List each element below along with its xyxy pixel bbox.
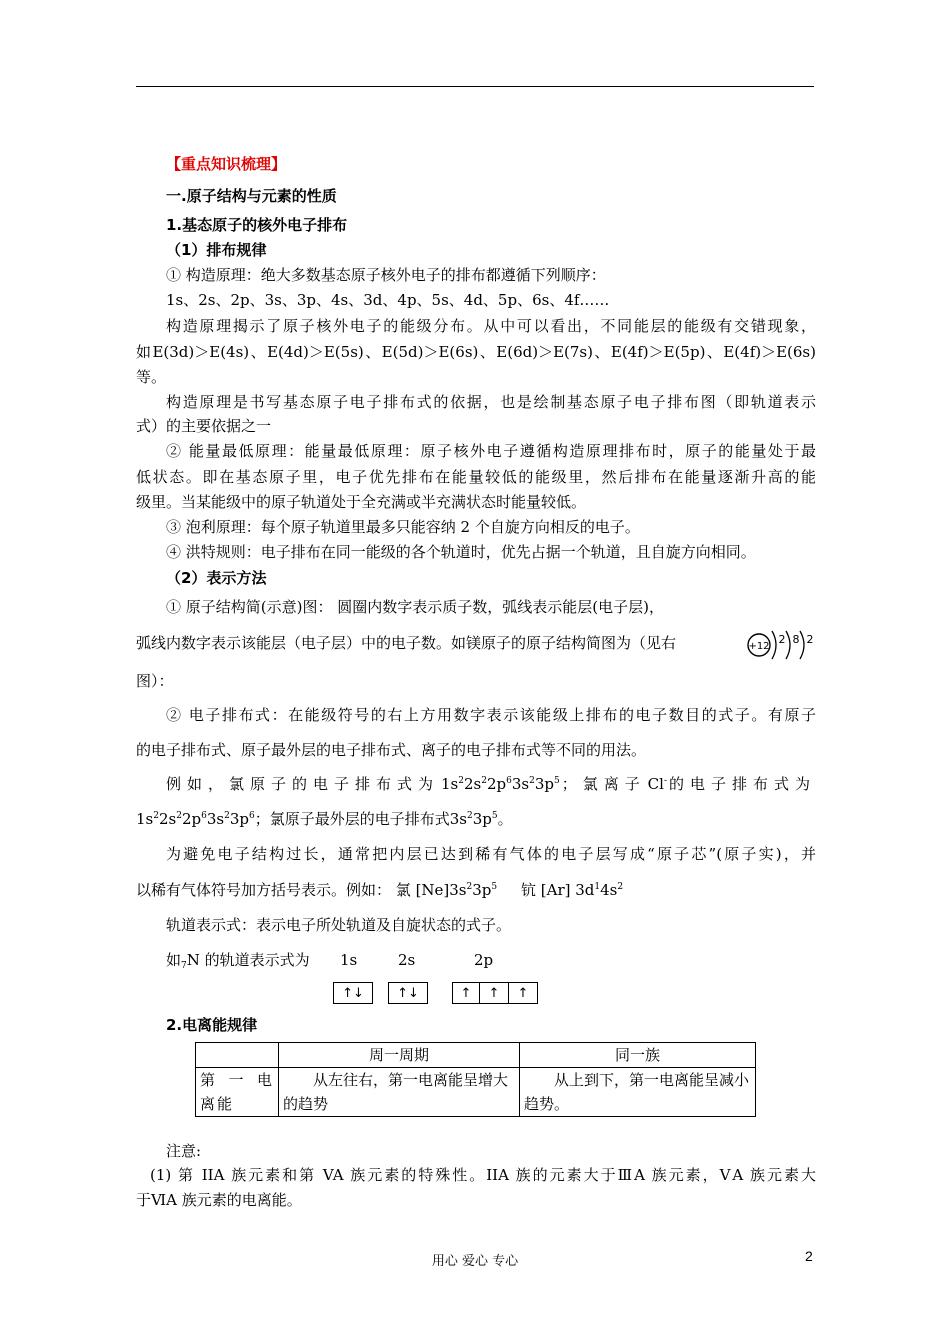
formula-exponent: 2 [466,882,473,892]
aufbau-reveal-line-2: 如E(3d)＞E(4s)、E(4d)＞E(5s)、E(5d)＞E(6s)、E(6d)＞E(7s)、E(4f)＞E(5p)、E(4f)＞E(6s) [136,343,816,361]
formula-term: 2p [486,775,507,793]
scandium-core-formula [541,881,623,899]
note-label: 注意: [166,1142,202,1160]
chloride-ion-symbol: Cl- [647,775,667,793]
formula-exponent: 5 [491,811,498,821]
formula-term: 2s [158,810,177,828]
shell-count-1: 2 [778,633,786,646]
atomic-core-line-2: 以稀有气体符号加方括号表示。例如： 氯 $[Ne]3s^23p^5$ 钪 [Ar] $3d^14s^2$ [136,881,624,899]
shell-count-3: 2 [806,633,814,646]
orbital-label-2s: 2s [398,951,416,969]
orbital-cell: ↑ [479,983,508,1003]
table-row [196,1043,756,1068]
formula-exponent: 6 [201,811,207,821]
aufbau-basis-line-1: 构造原理是书写基态原子电子排布式的依据，也是绘制基态原子电子排布图（即轨道表示 [166,393,816,411]
chlorine-example-line-2: $1s^22s^22p^63s^23p^6$；氯原子最外层的电子排布式$3s^23p^5$。 [136,810,513,828]
orbital-box-2p [452,982,538,1004]
formula-exponent: 2 [529,776,535,786]
formula-exponent: 6 [249,811,255,821]
shell-arc-2 [786,631,790,659]
orbital-box-1s [333,982,373,1004]
chlorine-atom-formula [441,774,560,794]
table-cell-period: 从左往右，第一电离能呈增大的趋势 [279,1068,520,1117]
structure-diagram-line-1: ① 原子结构简(示意)图： 圆圈内数字表示质子数，弧线表示能层(电子层)， [166,598,664,616]
config-formula-line-1: ② 电子排布式：在能级符号的右上方用数字表示该能级上排布的电子数目的式子。有原子 [166,706,816,724]
heading-atomic-structure: 一.原子结构与元素的性质 [166,187,337,205]
heading-ionization-energy: 2.电离能规律 [166,1016,258,1034]
formula-exponent: 2 [481,776,487,786]
section-title: 【重点知识梳理】 [166,155,287,173]
magnesium-structure-diagram [745,626,817,666]
chloride-ion-formula [136,810,255,828]
config-formula-line-2: 的电子排布式、原子最外层的电子排布式、离子的电子排布式等不同的用法。 [136,741,647,759]
heading-arrangement-rules: （1）排布规律 [166,241,267,259]
formula-term: [Ar] 3d [540,881,595,899]
formula-term: 1s [440,775,459,793]
ionization-energy-table [195,1042,756,1117]
shell-arc-3 [800,631,804,659]
header-rule [136,86,814,87]
table-header-group: 同一族 [520,1043,756,1068]
shell-count-2: 8 [792,633,800,646]
lowest-energy-line-3: 级里。当某能级中的原子轨道处于全充满或半充满状态时能量较低。 [136,493,587,511]
formula-term: 3p [472,881,492,899]
aufbau-principle-text: ① 构造原理：绝大多数基态原子核外电子的排布都遵循下列顺序： [166,266,606,284]
formula-exponent: 6 [506,776,512,786]
table-cell-empty [196,1043,279,1068]
formula-exponent: 2 [176,811,182,821]
table-row [196,1068,756,1117]
formula-term: 2s [463,775,482,793]
formula-exponent: 2 [617,882,624,892]
shell-arc-1 [772,631,776,659]
aufbau-basis-line-2: 式）的主要依据之一 [136,417,272,435]
formula-term: 3s [206,810,225,828]
formula-term: 3p [534,775,554,793]
page-number: 2 [805,1248,813,1264]
hund-rule-text: ④ 洪特规则：电子排布在同一能级的各个轨道时，优先占据一个轨道，且自旋方向相同。 [166,543,756,561]
lowest-energy-line-2: 低状态。即在基态原子里，电子优先排布在能量较低的能级里，然后排布在能量逐渐升高的能 [136,468,816,486]
note-line-1: (1) 第 IIA 族元素和第 VA 族元素的特殊性。IIA 族的元素大于ⅢA 族元素，ⅤA 族元素大 [150,1166,816,1184]
chlorine-example-line-1 [166,774,816,794]
formula-term: 3p [229,810,249,828]
formula-exponent: 2 [153,811,159,821]
structure-diagram-line-3: 图）： [136,672,174,690]
heading-representation: （2）表示方法 [166,569,267,587]
formula-exponent: 5 [491,882,498,892]
example-mid: ；氯离子 [561,775,646,793]
formula-term: 3s [449,810,467,828]
structure-diagram-line-2: 弧线内数字表示该能层（电子层）中的电子数。如镁原子的原子结构简图为（见右 [136,634,677,652]
orbital-label-1s: 1s [340,951,358,969]
orbital-diagram-definition: 轨道表示式：表示电子所处轨道及自旋状态的式子。 [166,916,512,934]
formula-term: 3p [472,810,492,828]
nucleus-charge: +12 [748,641,770,652]
formula-term: 4s [600,881,618,899]
formula-exponent: 5 [553,776,560,786]
nitrogen-orbital-intro: 如$_7$N 的轨道表示式为 [166,951,310,971]
formula-term: 2p [181,810,202,828]
orbital-cell: ↑ [508,983,537,1003]
table-cell-group: 从上到下，第一电离能呈减小趋势。 [520,1068,756,1117]
orbital-label-2p: 2p [474,951,494,969]
page-footer: 用心 爱心 专心 [431,1254,519,1269]
formula-term: [Ne]3s [415,881,467,899]
orbital-order-text: 1s、2s、2p、3s、3p、4s、3d、4p、5s、4d、5p、6s、4f…… [166,291,610,309]
orbital-cell: ↑↓ [342,985,364,1001]
orbital-box-2s [388,982,428,1004]
formula-exponent: 2 [467,811,473,821]
aufbau-reveal-line-1: 构造原理揭示了原子核外电子的能级分布。从中可以看出，不同能层的能级有交错现象， [166,317,816,335]
heading-electron-configuration: 1.基态原子的核外电子排布 [166,216,348,234]
formula-term: 1s [136,810,154,828]
table-header-period: 周一周期 [279,1043,520,1068]
orbital-cell: ↑ [460,985,472,1001]
example-suffix: 的电子排布式为 [668,775,816,793]
chlorine-outer-formula [450,810,498,828]
table-row-label: 第 一 电离能 [196,1068,279,1117]
formula-exponent: 2 [224,811,230,821]
aufbau-reveal-line-3: 等。 [136,368,167,386]
example-prefix: 例如，氯原子的电子排布式为 [166,775,440,793]
atomic-core-line-1: 为避免电子结构过长，通常把内层已达到稀有气体的电子层写成“原子芯”(原子实)，并 [166,845,816,863]
orbital-cell: ↑↓ [397,985,419,1001]
chlorine-core-formula [416,881,498,899]
formula-term: 3s [511,775,530,793]
lowest-energy-line-1: ② 能量最低原理：能量最低原理：原子核外电子遵循构造原理排布时，原子的能量处于最 [166,442,816,460]
note-line-2: 于ⅥA 族元素的电离能。 [136,1191,302,1209]
pauli-principle-text: ③ 泡利原理：每个原子轨道里最多只能容纳 2 个自旋方向相反的电子。 [166,518,640,536]
formula-exponent: 2 [458,776,464,786]
formula-exponent: 1 [594,882,601,892]
